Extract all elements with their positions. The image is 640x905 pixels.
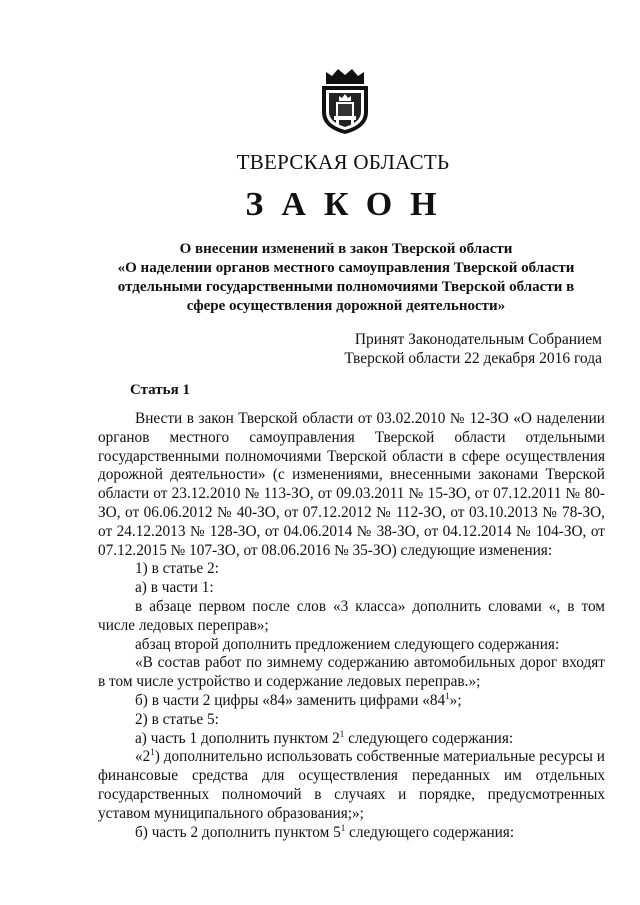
law-heading [96,240,596,316]
tver-coat-of-arms-icon [318,66,372,136]
text-fragment: а) часть 1 дополнить пунктом 2 [135,729,340,747]
superscript: 1 [339,728,345,739]
list-item [98,730,605,749]
region-name: ТВЕРСКАЯ ОБЛАСТЬ [236,150,450,174]
text-fragment: б) часть 2 дополнить пунктом 5 [135,823,341,841]
superscript: 1 [150,747,155,758]
list-item: а) в части 1: [135,579,214,597]
list-item: «В состав работ по зимнему содержанию автомобильных дорог входят в том числе устройство и содержание ледовых переправ.»; [98,654,605,691]
text-fragment: следующего содержания: [344,729,514,747]
heading-line: «О наделении органов местного самоуправления Тверской области [117,260,575,276]
text-fragment: ) дополнительно использовать собственные материальные ресурсы и финансовые средства для осуществления переданных им отдельных государственных полномочий в случаях и порядке, предусмотренных уставом муниципального образования;»; [98,748,605,822]
heading-line: отдельными государственными полномочиями Тверской области в [117,279,575,295]
adoption-note [344,330,602,368]
adoption-line: Принят Законодательным Собранием [354,331,602,348]
adoption-line: Тверской области 22 декабря 2016 года [344,350,602,367]
article-title: Статья 1 [130,382,190,398]
document-type-title: ЗАКОН [245,186,455,223]
text-fragment: »; [449,691,462,709]
superscript: 1 [340,822,346,833]
list-item: 1) в статье 2: [135,560,219,578]
list-item [98,748,605,823]
text-fragment: б) в части 2 цифры «84» заменить цифрами «84 [135,691,446,709]
heading-line: сфере осуществления дорожной деятельности» [186,298,506,314]
article-intro: Внести в закон Тверской области от 03.02.2010 № 12-ЗО «О наделении органов местного самоуправления Тверской области отдельными государственными полномочиями Тверской области в сфере осуществления дорожной деятельности» (с изменениями, внесенными законами Тверской области от 23.12.2010 № 113-ЗО, от 09.03.2011 № 15-ЗО, от 07.12.2011 № 80-ЗО, от 06.06.2012 № 40-ЗО, от 07.12.2012 № 112-ЗО, от 03.10.2013 № 78-ЗО, от 24.12.2013 № 128-ЗО, от 04.06.2014 № 38-ЗО, от 04.12.2014 № 104-ЗО, от 07.12.2015 № 107-ЗО, от 08.06.2016 № 35-ЗО) следующие изменения: [98,410,605,559]
list-item [98,692,605,711]
list-item: в абзаце первом после слов «3 класса» дополнить словами «, в том числе ледовых переправ»; [98,597,605,634]
text-fragment: «2 [135,748,151,766]
list-item: 2) в статье 5: [135,710,219,728]
article-body [98,410,605,842]
list-item: абзац второй дополнить предложением следующего содержания: [135,635,560,653]
list-item [98,824,605,843]
text-fragment: следующего содержания: [345,823,515,841]
superscript: 1 [445,690,450,701]
heading-line: О внесении изменений в закон Тверской области [179,241,513,257]
